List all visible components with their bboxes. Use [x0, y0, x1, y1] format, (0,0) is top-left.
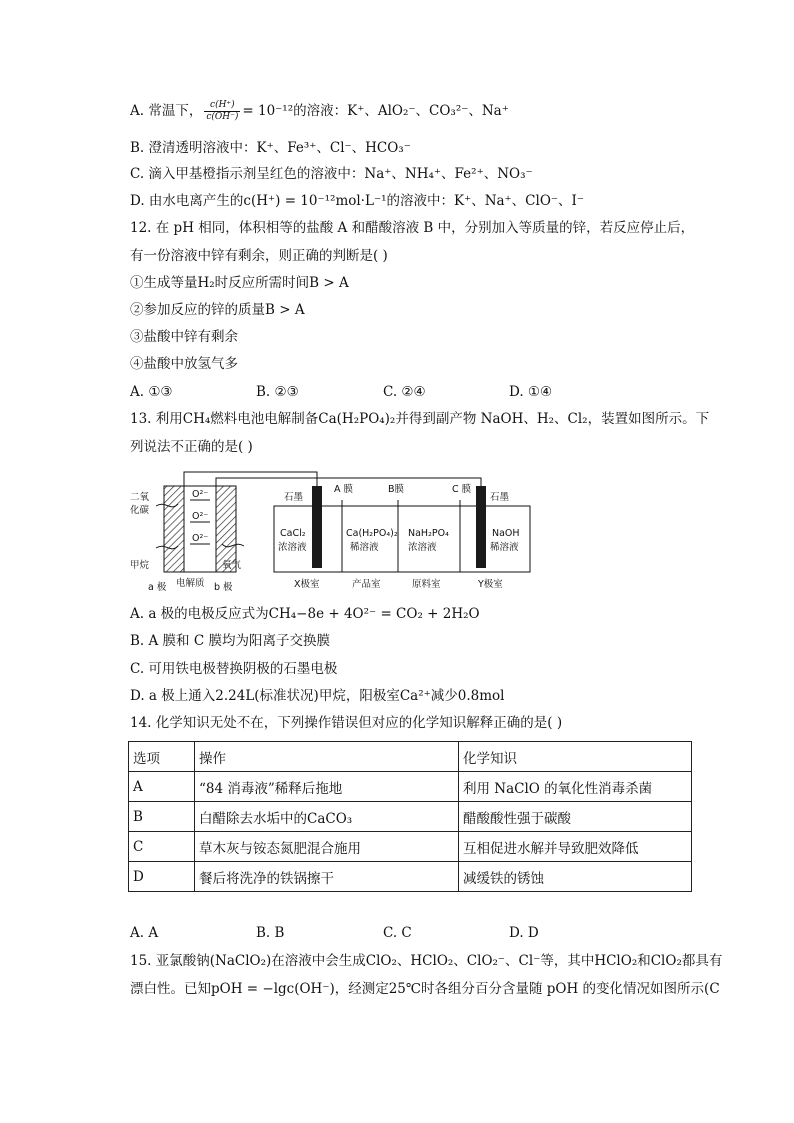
table-cell: 利用 NaClO 的氧化性消毒杀菌 [459, 772, 692, 802]
table-cell: 互相促进水解并导致肥效降低 [459, 832, 692, 862]
q14-option-a: A. A [130, 925, 159, 941]
q14-option-b: B. B [256, 925, 285, 941]
label-room-y: Y极室 [478, 579, 503, 590]
q11-a-prefix: A. 常温下， [130, 103, 203, 119]
label-naoh-2: 稀溶液 [490, 542, 519, 553]
q12-stem-line1: 12. 在 pH 相同，体积相等的盐酸 A 和醋酸溶液 B 中，分别加入等质量的锌，若反应停止后， [130, 220, 695, 236]
ion-label-3: O²⁻ [192, 533, 209, 544]
table-cell: B [129, 802, 195, 832]
table-row [129, 832, 692, 862]
label-room-raw: 原料室 [412, 579, 441, 590]
q15-line1: 15. 亚氯酸钠(NaClO₂)在溶液中会生成ClO₂、HClO₂、ClO₂⁻、Cl⁻等，其中HClO₂和ClO₂都具有 [130, 953, 723, 969]
electrolysis-diagram [126, 470, 536, 600]
label-cacl2-2: 浓溶液 [278, 542, 307, 553]
label-membrane-c: C 膜 [452, 484, 472, 495]
q14-option-c: C. C [383, 925, 412, 941]
table-cell: 草木灰与铵态氮肥混合施用 [195, 832, 459, 862]
table-cell: A [129, 772, 195, 802]
ion-label-1: O²⁻ [192, 489, 209, 500]
label-membrane-a: A 膜 [334, 484, 354, 495]
label-room-product: 产品室 [352, 579, 381, 590]
q12-option-b: B. ②③ [256, 384, 299, 400]
q11-option-b: B. 澄清透明溶液中：K⁺、Fe³⁺、Cl⁻、HCO₃⁻ [130, 140, 411, 156]
fraction-denominator: c(OH⁻) [206, 112, 239, 122]
q11-option-c: C. 滴入甲基橙指示剂呈红色的溶液中：Na⁺、NH₄⁺、Fe²⁺、NO₃⁻ [130, 166, 533, 182]
label-ch4: 甲烷 [130, 560, 150, 571]
q12-item-3: ③盐酸中锌有剩余 [130, 329, 238, 345]
fraction-numerator: c(H⁺) [204, 100, 240, 112]
label-naoh-1: NaOH [492, 528, 520, 539]
q14-stem: 14. 化学知识无处不在，下列操作错误但对应的化学知识解释正确的是( ) [130, 715, 563, 731]
graphite-electrode-left [312, 486, 322, 568]
q13-stem-line2: 列说法不正确的是( ) [130, 439, 253, 455]
q14-table [128, 741, 692, 892]
table-row [129, 802, 692, 832]
table-cell: D [129, 862, 195, 892]
q12-option-c: C. ②④ [383, 384, 426, 400]
label-room-x: X极室 [294, 579, 320, 590]
ion-label-2: O²⁻ [192, 511, 209, 522]
graphite-electrode-right [476, 486, 486, 568]
header-cell: 选项 [129, 742, 195, 772]
q13-stem-line1: 13. 利用CH₄燃料电池电解制备Ca(H₂PO₄)₂并得到副产物 NaOH、H₂、Cl₂，装置如图所示。下 [130, 411, 710, 427]
label-nah2po4-1: NaH₂PO₄ [408, 528, 449, 539]
table-header-row [129, 742, 692, 772]
table-cell: “84 消毒液”稀释后拖地 [195, 772, 459, 802]
label-co2-1: 二氧 [130, 492, 150, 503]
label-cacl2-1: CaCl₂ [280, 528, 306, 539]
q15-line2: 漂白性。已知pOH = −lgc(OH⁻)，经测定25℃时各组分百分含量随 pOH 的变化情况如图所示(C [130, 981, 720, 997]
label-o2: 氧气 [222, 560, 242, 571]
table-cell: C [129, 832, 195, 862]
q12-item-1: ①生成等量H₂时反应所需时间B > A [130, 275, 349, 291]
q13-option-b: B. A 膜和 C 膜均为阳离子交换膜 [130, 633, 330, 649]
label-cah2po4-2: 稀溶液 [350, 542, 379, 553]
q13-option-c: C. 可用铁电极替换阴极的石墨电极 [130, 661, 338, 677]
header-cell: 化学知识 [459, 742, 692, 772]
table-row [129, 772, 692, 802]
label-electrode-b: b 极 [214, 582, 233, 593]
q11-option-a [130, 100, 509, 123]
table-row [129, 862, 692, 892]
q12-option-d: D. ①④ [509, 384, 553, 400]
label-cah2po4-1: Ca(H₂PO₄)₂ [346, 528, 398, 539]
table-cell: 白醋除去水垢中的CaCO₃ [195, 802, 459, 832]
label-membrane-b: B膜 [388, 484, 405, 495]
table-cell: 减缓铁的锈蚀 [459, 862, 692, 892]
table-cell: 餐后将洗净的铁锅擦干 [195, 862, 459, 892]
q11-a-rest: = 10⁻¹²的溶液：K⁺、AlO₂⁻、CO₃²⁻、Na⁺ [242, 103, 509, 119]
label-nah2po4-2: 浓溶液 [408, 542, 437, 553]
label-graphite-right: 石墨 [490, 492, 510, 503]
label-co2-2: 化碳 [130, 505, 150, 516]
q11-option-d: D. 由水电离产生的c(H⁺) = 10⁻¹²mol·L⁻¹的溶液中：K⁺、Na⁺、ClO⁻、I⁻ [130, 193, 584, 209]
label-electrode-a: a 极 [148, 582, 167, 593]
table-cell: 醋酸酸性强于碳酸 [459, 802, 692, 832]
wire-left [184, 472, 317, 486]
q14-option-d: D. D [509, 925, 539, 941]
q12-item-2: ②参加反应的锌的质量B > A [130, 302, 305, 318]
q13-option-d: D. a 极上通入2.24L(标准状况)甲烷，阳极室Ca²⁺减少0.8mol [130, 688, 505, 704]
q12-option-a: A. ①③ [130, 384, 173, 400]
q13-option-a: A. a 极的电极反应式为CH₄−8e + 4O²⁻ = CO₂ + 2H₂O [130, 606, 480, 622]
label-electrolyte: 电解质 [176, 578, 205, 589]
header-cell: 操作 [195, 742, 459, 772]
label-graphite-left: 石墨 [284, 492, 304, 503]
q12-item-4: ④盐酸中放氢气多 [130, 356, 238, 372]
q11-a-fraction [204, 100, 240, 123]
q12-stem-line2: 有一份溶液中锌有剩余，则正确的判断是( ) [130, 248, 388, 264]
electrode-a [164, 486, 184, 572]
